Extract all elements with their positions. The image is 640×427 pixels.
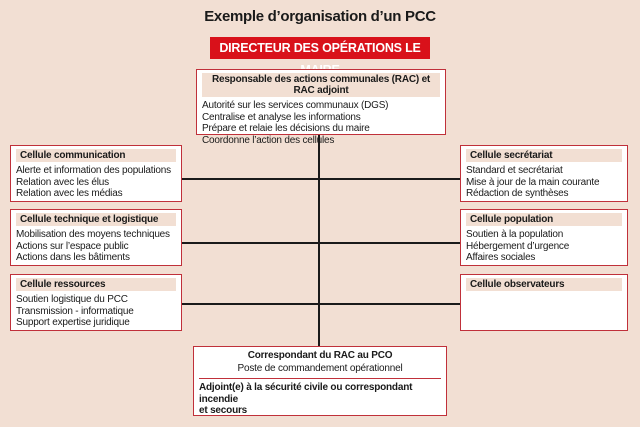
- cellule-secretariat-box: [460, 145, 628, 202]
- connector-vertical-trunk: [318, 135, 320, 346]
- pco-box: [193, 346, 447, 416]
- cellule-observateurs-box: [460, 274, 628, 331]
- cellule-technique-box: [10, 209, 182, 266]
- pco-heading: Correspondant du RAC au PCO: [247, 350, 393, 361]
- cellule-line: Relation avec les élus: [16, 176, 109, 188]
- rac-line: Prépare et relaie les décisions du maire: [202, 123, 370, 134]
- cellule-line: Soutien logistique du PCC: [16, 294, 128, 305]
- cellule-heading: Cellule observateurs: [466, 278, 622, 291]
- cellule-line: Hébergement d’urgence: [466, 240, 570, 252]
- pco-line: Adjoint(e) à la sécurité civile ou correspondant incendie: [199, 382, 413, 405]
- pco-line: et secours: [199, 405, 248, 416]
- cellule-heading: Cellule secrétariat: [466, 149, 622, 162]
- pco-subheading: Poste de commandement opérationnel: [237, 363, 403, 374]
- cellule-heading: Cellule communication: [16, 149, 176, 162]
- cellule-line: Mise à jour de la main courante: [466, 176, 600, 188]
- rac-line: Centralise et analyse les informations: [202, 111, 361, 123]
- cellule-heading: Cellule ressources: [16, 278, 176, 291]
- cellule-line: Affaires sociales: [466, 252, 536, 263]
- cellule-line: Mobilisation des moyens techniques: [16, 229, 170, 240]
- cellule-line: Rédaction de synthèses: [466, 188, 569, 199]
- cellule-communication-box: [10, 145, 182, 202]
- pco-divider: [199, 378, 441, 379]
- cellule-line: Relation avec les médias: [16, 188, 123, 199]
- rac-box: [196, 69, 446, 146]
- cellule-line: Actions sur l’espace public: [16, 240, 129, 252]
- connector-row-2: [182, 242, 460, 244]
- rac-line: Coordonne l’action des cellules: [202, 134, 335, 146]
- rac-heading: Responsable des actions communales (RAC) et RAC adjoint: [202, 73, 440, 97]
- cellule-line: Alerte et information des populations: [16, 165, 171, 176]
- director-box: DIRECTEUR DES OPÉRATIONS LE: [210, 37, 430, 59]
- cellule-line: Actions dans les bâtiments: [16, 252, 130, 263]
- cellule-line: Support expertise juridique: [16, 317, 130, 328]
- rac-line: Autorité sur les services communaux (DGS): [202, 100, 389, 111]
- connector-row-1: [182, 178, 460, 180]
- cellule-line: Soutien à la population: [466, 229, 564, 240]
- cellule-population-box: [460, 209, 628, 266]
- connector-row-3: [182, 303, 460, 305]
- cellule-heading: Cellule population: [466, 213, 622, 226]
- cellule-heading: Cellule technique et logistique: [16, 213, 176, 226]
- diagram-title: Exemple d’organisation d’un PCC: [204, 8, 436, 25]
- cellule-line: Transmission - informatique: [16, 305, 134, 317]
- cellule-line: Standard et secrétariat: [466, 165, 563, 176]
- cellule-ressources-box: [10, 274, 182, 331]
